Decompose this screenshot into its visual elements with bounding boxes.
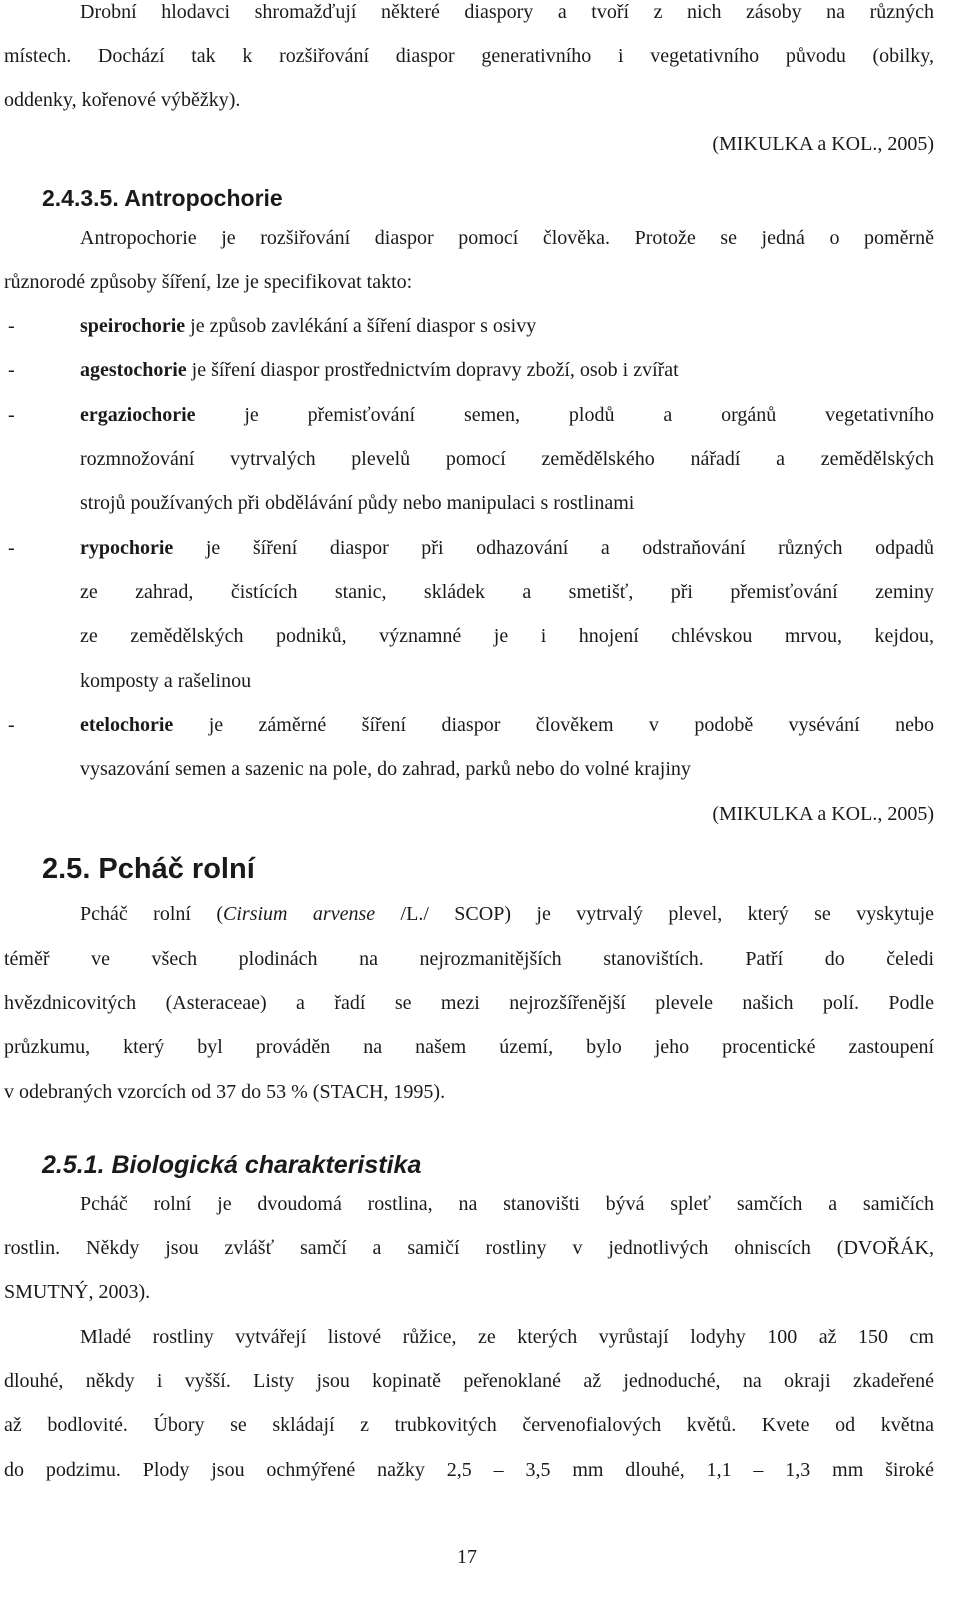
item-text: je šíření diaspor prostřednictvím dopravy zboží, osob i zvířat — [186, 359, 679, 381]
section-heading: 2.5. Pcháč rolní — [42, 853, 255, 885]
paragraph-line: dlouhé, někdy i vyšší. Listy jsou kopinatě peřenoklané až jednoduché, na okraji zkadeřené — [4, 1370, 934, 1392]
term-ergaziochorie: ergaziochorie — [80, 404, 196, 426]
intro-line-1: Drobní hlodavci shromažďují některé diaspory a tvoří z nich zásoby na různých — [80, 1, 934, 23]
text: Pcháč rolní ( — [80, 903, 224, 925]
text: /L./ SCOP) je vytrvalý plevel, který se vyskytuje — [375, 903, 934, 925]
item-continuation: vysazování semen a sazenic na pole, do zahrad, parků nebo do volné krajiny — [80, 758, 691, 780]
section-heading: 2.4.3.5. Antropochorie — [42, 185, 283, 211]
term-agestochorie: agestochorie — [80, 359, 187, 381]
term-speirochorie: speirochorie — [80, 315, 186, 337]
term-etelochorie: etelochorie — [80, 714, 174, 736]
subsection-heading: 2.5.1. Biologická charakteristika — [42, 1151, 422, 1179]
paragraph-line: hvězdnicovitých (Asteraceae) a řadí se mezi nejrozšířenější plevele našich polí. Podle — [4, 992, 934, 1014]
list-dash: - — [8, 714, 15, 736]
page-number: 17 — [457, 1546, 477, 1568]
list-dash: - — [8, 537, 15, 559]
citation: (MIKULKA a KOL., 2005) — [712, 133, 934, 155]
item-text: je záměrné šíření diaspor člověkem v podobě vysévání nebo — [173, 714, 934, 736]
paragraph-line: průzkumu, který byl prováděn na našem území, bylo jeho procentické zastoupení — [4, 1036, 934, 1058]
item-continuation: ze zahrad, čistících stanic, skládek a smetišť, při přemisťování zeminy — [80, 581, 934, 603]
list-dash: - — [8, 315, 15, 337]
term-rypochorie: rypochorie — [80, 537, 174, 559]
paragraph-line: až bodlovité. Úbory se skládají z trubkovitých červenofialových květů. Kvete od května — [4, 1414, 934, 1436]
list-dash: - — [8, 359, 15, 381]
paragraph-line: různorodé způsoby šíření, lze je specifikovat takto: — [4, 271, 413, 293]
item-text: je způsob zavlékání a šíření diaspor s osivy — [185, 315, 537, 337]
item-text: je šíření diaspor při odhazování a odstraňování různých odpadů — [173, 537, 934, 559]
paragraph-line: rostlin. Někdy jsou zvlášť samčí a samičí rostliny v jednotlivých ohniscích (DVOŘÁK, — [4, 1237, 934, 1259]
item-continuation: ze zemědělských podniků, významné je i hnojení chlévskou mrvou, kejdou, — [80, 625, 934, 647]
paragraph-line: téměř ve všech plodinách na nejrozmanitějších stanovištích. Patří do čeledi — [4, 948, 934, 970]
paragraph-line — [80, 902, 934, 926]
intro-line-3: oddenky, kořenové výběžky). — [4, 89, 241, 111]
item-continuation: strojů používaných při obdělávání půdy nebo manipulaci s rostlinami — [80, 492, 635, 514]
intro-line-2: místech. Dochází tak k rozšiřování diaspor generativního i vegetativního původu (obilky, — [4, 45, 934, 67]
paragraph-line: Mladé rostliny vytvářejí listové růžice, ze kterých vyrůstají lodyhy 100 až 150 cm — [80, 1326, 934, 1348]
item-continuation: komposty a rašelinou — [80, 670, 252, 692]
paragraph-line: Antropochorie je rozšiřování diaspor pomocí člověka. Protože se jedná o poměrně — [80, 227, 934, 249]
latin-name: Cirsium arvense — [223, 903, 376, 925]
paragraph-line: Pcháč rolní je dvoudomá rostlina, na stanovišti bývá spleť samčích a samičích — [80, 1193, 934, 1215]
item-continuation: rozmnožování vytrvalých plevelů pomocí zemědělského nářadí a zemědělských — [80, 448, 934, 470]
paragraph-line: do podzimu. Plody jsou ochmýřené nažky 2,5 – 3,5 mm dlouhé, 1,1 – 1,3 mm široké — [4, 1459, 934, 1481]
list-dash: - — [8, 404, 15, 426]
paragraph-line: SMUTNÝ, 2003). — [4, 1281, 151, 1303]
paragraph-line: v odebraných vzorcích od 37 do 53 % (STACH, 1995). — [4, 1081, 446, 1103]
citation: (MIKULKA a KOL., 2005) — [712, 803, 934, 825]
item-text: je přemisťování semen, plodů a orgánů vegetativního — [195, 404, 934, 426]
